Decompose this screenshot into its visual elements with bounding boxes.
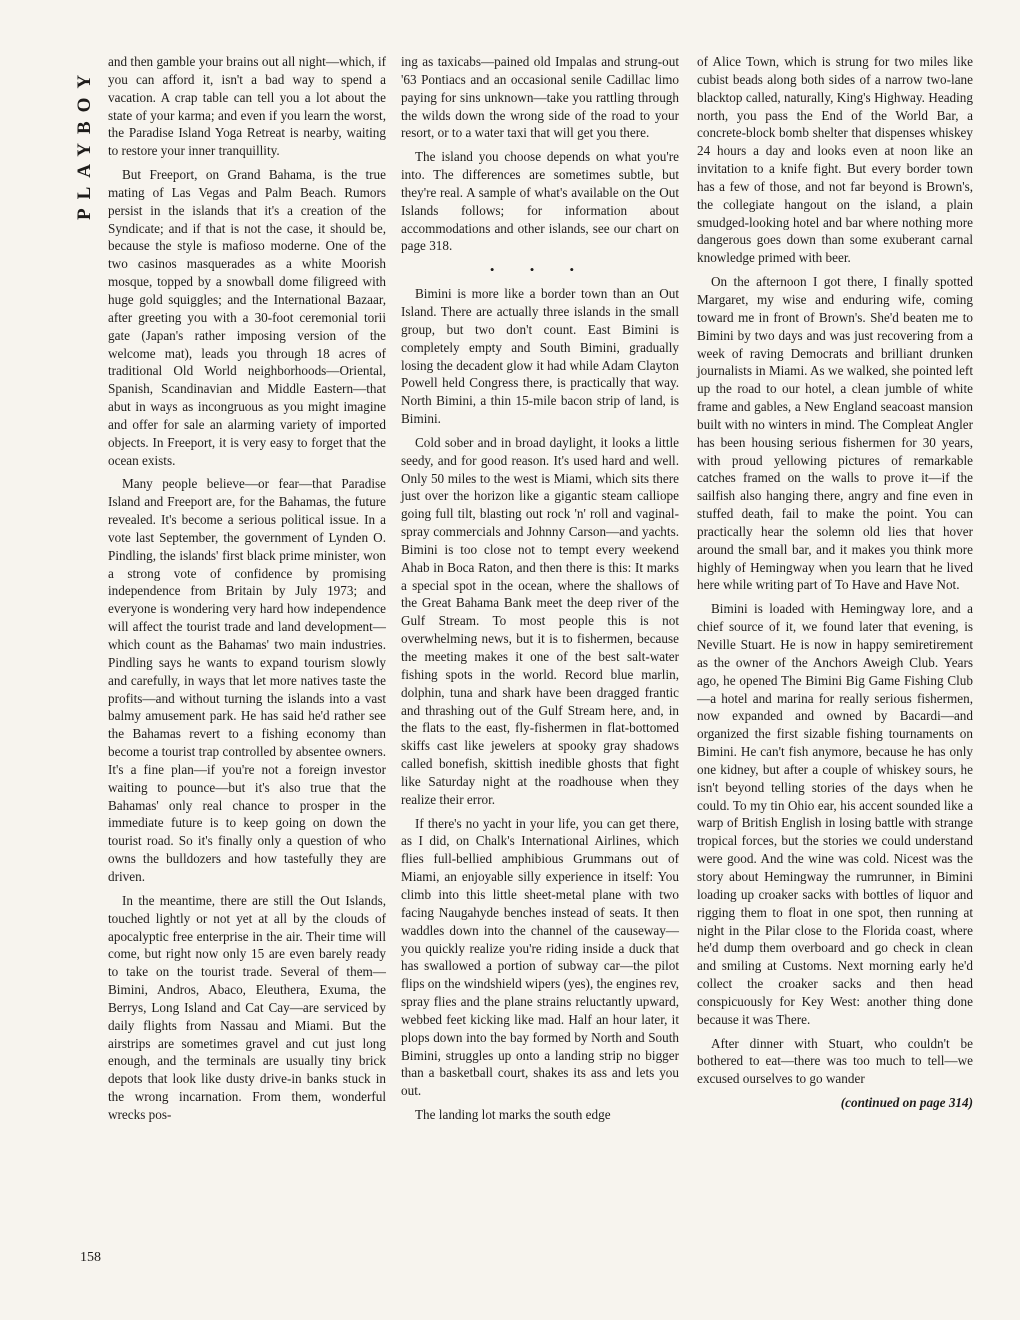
paragraph: Bimini is loaded with Hemingway lore, and a chief source of it, we found later that evening, is Neville Stuart. He is now in happy semiretirement as the owner of the Anchors Aweigh Club. Years ago, he opened The Bimini Big Game Fishing Club—a hotel and marina for really serious fishermen, now expanded and owned by Bacardi—and organized the first sizable fishing tournaments on Bimini. He can't fish anymore, because he has only one kidney, but after a couple of whiskey sours, he isn't beyond telling stories of the days when he could. To my tin Ohio ear, his accent sounded like a warp of British English in losing battle with strange tropical forces, but the stories we could understand were good. And the wine was cold. Nicest was the story about Hemingway the rumrunner, in Bimini loading up croaker sacks with bottles of liquor and rigging them to float in one spot, then running at night in the Pilar close to the Florida coast, where he'd dump them overboard and go check in clean and smiling at Customs. Next morning early he'd collect the croaker sacks and then head conspicuously for Key West: another thing done because it was There. <box>697 601 973 1027</box>
paragraph: If there's no yacht in your life, you can get there, as I did, on Chalk's International Airlines, which flies full-bellied amphibious Grummans out of Miami, an enjoyable silly experience in itself: You climb into this little sheet-metal plane with two facing Naugahyde benches instead of seats. It then waddles down into the channel of the causeway—you quickly realize you're riding inside a duck that has swallowed a portion of subway car—the pilot flips on the windshield wipers (yes), the engines rev, spray flies and the plane strains reluctantly upward, webbed feet kicking like mad. Half an hour later, it plops down into the bay formed by North and South Bimini, struggles up onto a landing strip no bigger than a basketball court, shakes its ass and lets you out. <box>401 815 679 1099</box>
paragraph: After dinner with Stuart, who couldn't be bothered to eat—there was too much to tell—we excused ourselves to go wander <box>697 1035 973 1087</box>
paragraph: The island you choose depends on what you're into. The differences are sometimes subtle, but they're real. A sample of what's available on the Out Islands follows; for information about accommodations and other islands, see our chart on page 318. <box>401 149 679 254</box>
magazine-title-text: PLAYBOY <box>74 65 95 220</box>
text-column-2 <box>401 53 679 1130</box>
paragraph: But Freeport, on Grand Bahama, is the true mating of Las Vegas and Palm Beach. Rumors persist in the islands that it's a creation of the Syndicate; and if that is not the case, it should be, because the style is mafioso moderne. One of the two casinos masquerades as a white Moorish mosque, topped by a snowball dome filigreed with huge gold squiggles; and the International Bazaar, after greeting you with a 30-foot ceremonial torii gate (Japan's rather imposing version of the welcome mat), leads you through 18 acres of traditional Old World neighborhoods—Oriental, Spanish, Scandinavian and Middle Eastern—that abut in ways as incongruous as you might imagine and offer for sale an alarming variety of imported objects. In Freeport, it is very easy to forget that the ocean exists. <box>108 167 386 468</box>
paragraph: Bimini is more like a border town than an Out Island. There are actually three islands in the small group, but two don't count. East Bimini is completely empty and South Bimini, gradually losing the decadent glow it had while Adam Clayton Powell held Congress there, is practically that way. North Bimini, a thin 15-mile bacon strip of land, is Bimini. <box>401 286 679 427</box>
paragraph: The landing lot marks the south edge <box>415 1107 611 1123</box>
text-column-3 <box>697 53 973 1112</box>
magazine-title <box>74 40 104 230</box>
page-number: 158 <box>80 1250 101 1265</box>
paragraph: Cold sober and in broad daylight, it looks a little seedy, and for good reason. It's used hard and well. Only 50 miles to the west is Miami, which sits there just over the horizon like a gigantic steam calliope going full tilt, blasting out rock 'n' roll and vaginal-spray commercials and Johnny Carson—and yachts. Bimini is too close not to tempt every weekend Ahab in Boca Raton, and then there is this: It marks a special spot in the ocean, where the shallows of the Great Bahama Bank meet the deep river of the Gulf Stream. To most people this is not overwhelming news, but it is to fishermen, because the meeting makes it one of the best salt-water fishing spots in the world. Record blue marlin, dolphin, tuna and shark have been dragged frantic and thrashing out of the Gulf Stream here, and, in the flats to the east, fly-fishermen in flat-bottomed skiffs cast like jewelers at spooky gray shadows called bonefish, skittish inedible ghosts that fight like Saturday night at the roadhouse when they realize their error. <box>401 434 679 807</box>
continued-note: (continued on page 314) <box>840 1095 973 1111</box>
paragraph: In the meantime, there are still the Out Islands, touched lightly or not yet at all by the clouds of apocalyptic free enterprise in the air. Their time will come, but right now only 15 are even barely ready to take on the tourist trade. Several of them—Bimini, Andros, Abaco, Eleuthera, Exuma, the Berrys, Long Island and Cat Cay—are serviced by daily flights from Nassau and Miami. But the airstrips are sometimes gravel and cut just long enough, and the terminals are usually tiny brick depots that look like dusty drive-in banks stuck in the wrong incarnation. From them, wonderful wrecks pos- <box>108 892 386 1122</box>
text-column-1 <box>108 53 386 1130</box>
paragraph: ing as taxicabs—pained old Impalas and strung-out '63 Pontiacs and an occasional senile Cadillac limo paying for sins unknown—take you rattling through the wilds down the wrong side of the road to your resort, or to a water taxi that will get you there. <box>401 54 679 141</box>
paragraph: On the afternoon I got there, I finally spotted Margaret, my wise and enduring wife, coming toward me in front of Brown's. She'd beaten me to Bimini by two days and was just recovering from a week of raving Democrats and brilliant drunken journalists in Miami. As we walked, she pointed left up the road to our hotel, a clean jumble of white frame and gables, a New England seacoast mansion built with no winters in mind. The Compleat Angler has been housing serious fishermen for 30 years, with proud yellowing pictures of remarkable catches framed on the walls to prove it—if the sailfish also hanging there, angry and fine even in stuffed death, fail to make the point. You can practically hear the solemn old lies that hover around the small bar, and it makes you think more highly of Hemingway when you learn that he lived here while writing part of To Have and Have Not. <box>697 274 973 593</box>
paragraph: and then gamble your brains out all night—which, if you can afford it, isn't a bad way to spend a vacation. A crap table can tell you a lot about the state of your karma; and even if you learn the worst, the Paradise Island Yoga Retreat is nearby, waiting to restore your inner tranquillity. <box>108 54 386 159</box>
section-separator: • • • <box>489 262 591 278</box>
paragraph: of Alice Town, which is strung for two miles like cubist beads along both sides of a narrow two-lane blacktop called, naturally, King's Highway. Heading north, you pass the End of the World Bar, a concrete-block bomb shelter that dispenses whiskey 24 hours a day and looks even at noon like an invitation to a knife fight. But every border town has a few of those, and not far beyond is Brown's, the collegiate hangout on the island, a plain smudged-looking hotel and bar where nothing more dangerous goes down than some exuberant carnal knowledge primed with beer. <box>697 54 973 266</box>
paragraph: Many people believe—or fear—that Paradise Island and Freeport are, for the Bahamas, the future revealed. It's become a serious political issue. In a vote last September, the government of Lynden O. Pindling, the islands' first black prime minister, won a strong vote of confidence by promising independence from Britain by July 1973; and everyone is wondering very hard how independence will affect the tourist trade and land development—which count as the Bahamas' two main industries. Pindling says he wants to expand tourism slowly and carefully, in ways that let more natives taste the profits—and without turning the islands into a vast balmy amusement park. He has said he'd rather see the Bahamas revert to a fishing economy than become a tourist trap controlled by absentee owners. It's a fine plan—if you're not a foreign investor waiting to pounce—but it's also true that the Bahamas' only real chance to prosper in the immediate future is to keep going on down the tourist road. So it's finally only a question of who owns the bulldozers and how tastefully they are driven. <box>108 476 386 884</box>
